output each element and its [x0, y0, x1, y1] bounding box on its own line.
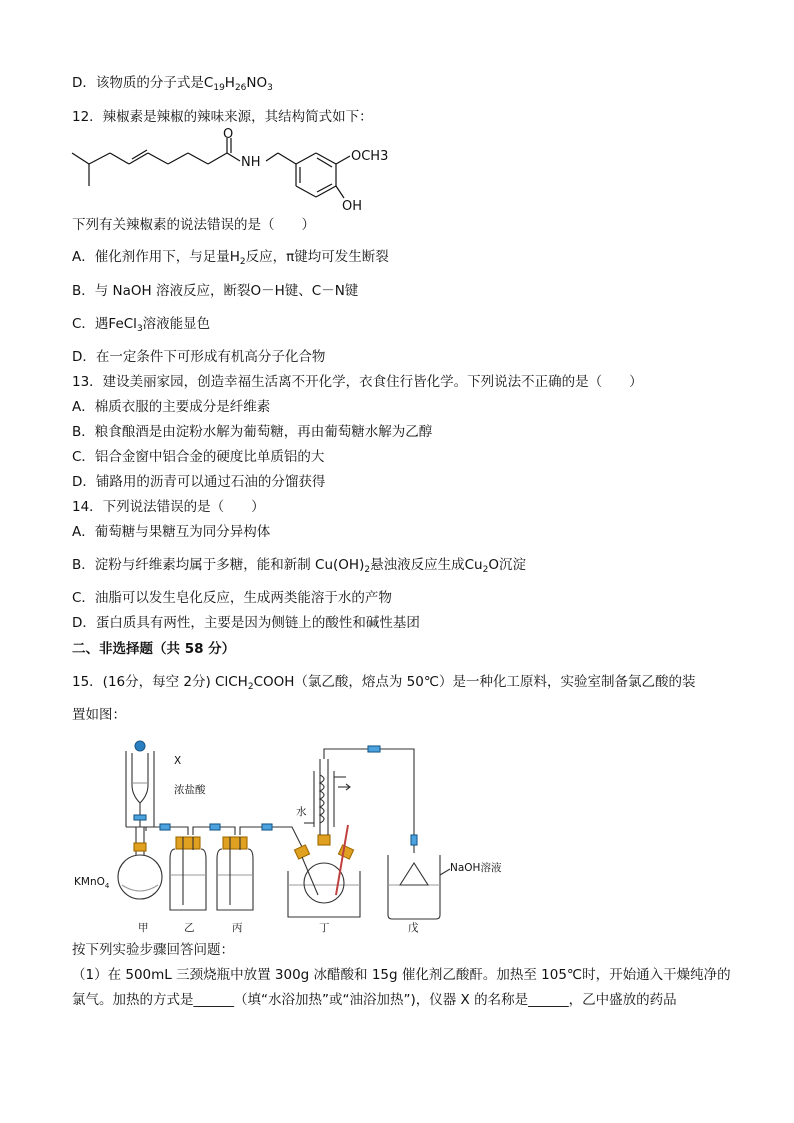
- label-wu: 戊: [408, 922, 419, 934]
- q11-formula: [204, 75, 273, 91]
- q12-option-a-sub: 2: [239, 257, 246, 267]
- q14-option-b-sub: 2: [364, 565, 371, 575]
- q11-option-d: [72, 74, 273, 97]
- label-kmno4-main: KMnO: [74, 876, 105, 888]
- q15-stem: [72, 673, 696, 696]
- q14-option-b-part2: 悬浊液反应生成Cu: [370, 557, 483, 573]
- q15-steps-intro: 按下列实验步骤回答问题：: [72, 942, 234, 958]
- q15-part1-line2: 氯气。加热的方式是______（填“水浴加热”或“油浴加热”)，仪器 X 的名称是______，乙中盛放的药品: [72, 992, 677, 1008]
- q14-option-d: D．蛋白质具有两性，主要是因为侧链上的酸性和碱性基团: [72, 615, 420, 631]
- q13-option-b: B．粮食酿酒是由淀粉水解为葡萄糖，再由葡萄糖水解为乙醇: [72, 424, 433, 440]
- q12-option-c-part1: C．遇FeCl: [72, 316, 137, 332]
- oh-label: OH: [342, 199, 363, 214]
- nh-label: NH: [241, 155, 261, 170]
- q13-stem: 13．建设美丽家园，创造幸福生活离不开化学，衣食住行皆化学。下列说法不正确的是（ ）: [72, 374, 643, 390]
- q12-option-b: B．与 NaOH 溶液反应，断裂O－H键、C－N键: [72, 283, 359, 299]
- label-kmno4-sub: 4: [104, 882, 110, 890]
- label-bing: 丙: [232, 922, 243, 934]
- q14-option-c: C．油脂可以发生皂化反应，生成两类能溶于水的产物: [72, 590, 392, 606]
- q12-option-c-part2: 溶液能显色: [142, 316, 211, 332]
- q15-stem-line2: 置如图：: [72, 707, 126, 723]
- formula-part: C: [203, 75, 214, 91]
- q14-option-a: A．葡萄糖与果糖互为同分异构体: [72, 524, 271, 540]
- q12-option-a: [72, 248, 389, 271]
- label-jia: 甲: [138, 922, 149, 934]
- q12-option-c: [72, 315, 210, 338]
- label-x: X: [174, 755, 182, 767]
- q15-stem-sub: 2: [247, 682, 254, 692]
- label-ding: 丁: [319, 922, 330, 934]
- q11-option-d-prefix: D．该物质的分子式是: [72, 75, 204, 91]
- apparatus-figure: [70, 735, 520, 935]
- q12-stem: 12．辣椒素是辣椒的辣味来源，其结构简式如下：: [72, 109, 373, 125]
- label-naoh: NaOH溶液: [450, 862, 502, 874]
- label-yi: 乙: [184, 922, 195, 934]
- q13-option-d: D．铺路用的沥青可以通过石油的分馏获得: [72, 474, 326, 490]
- q12-question: 下列有关辣椒素的说法错误的是（ ）: [72, 217, 315, 233]
- q12-option-a-part1: A．催化剂作用下，与足量H: [72, 249, 240, 265]
- q12-option-a-part2: 反应，π键均可发生断裂: [245, 249, 389, 265]
- q14-option-b: [72, 556, 526, 579]
- q14-option-b-part1: B．淀粉与纤维素均属于多糖，能和新制 Cu(OH): [72, 557, 365, 573]
- formula-part: 19: [213, 83, 225, 93]
- q12-option-c-sub: 3: [136, 324, 143, 334]
- q14-stem: 14．下列说法错误的是（ ）: [72, 499, 265, 515]
- formula-part: H: [224, 75, 235, 91]
- section-title: 二、非选择题（共 58 分）: [72, 641, 236, 657]
- label-kmno4: [74, 876, 110, 890]
- q15-stem-part2: COOH（氯乙酸，熔点为 50℃）是一种化工原料，实验室制备氯乙酸的装: [253, 674, 696, 690]
- label-water: 水: [296, 806, 307, 818]
- q12-option-d: D．在一定条件下可形成有机高分子化合物: [72, 349, 326, 365]
- q13-option-c: C．铝合金窗中铝合金的硬度比单质铝的大: [72, 449, 325, 465]
- carbonyl-oxygen-label: O: [223, 127, 234, 142]
- q14-option-b-part3: O沉淀: [488, 557, 526, 573]
- formula-part: NO: [246, 75, 268, 91]
- formula-part: 3: [267, 83, 273, 93]
- q14-option-b-sub2: 2: [482, 565, 489, 575]
- q13-option-a: A．棉质衣服的主要成分是纤维素: [72, 399, 271, 415]
- q15-stem-part1: 15．(16分，每空 2分) ClCH: [72, 674, 248, 690]
- label-hcl: 浓盐酸: [174, 784, 206, 796]
- och3-label: OCH3: [351, 149, 389, 164]
- capsaicin-structure: [70, 126, 400, 214]
- q15-part1-line1: （1）在 500mL 三颈烧瓶中放置 300g 冰醋酸和 15g 催化剂乙酸酐。加热至 105℃时，开始通入干燥纯净的: [72, 967, 731, 983]
- formula-part: 26: [234, 83, 247, 93]
